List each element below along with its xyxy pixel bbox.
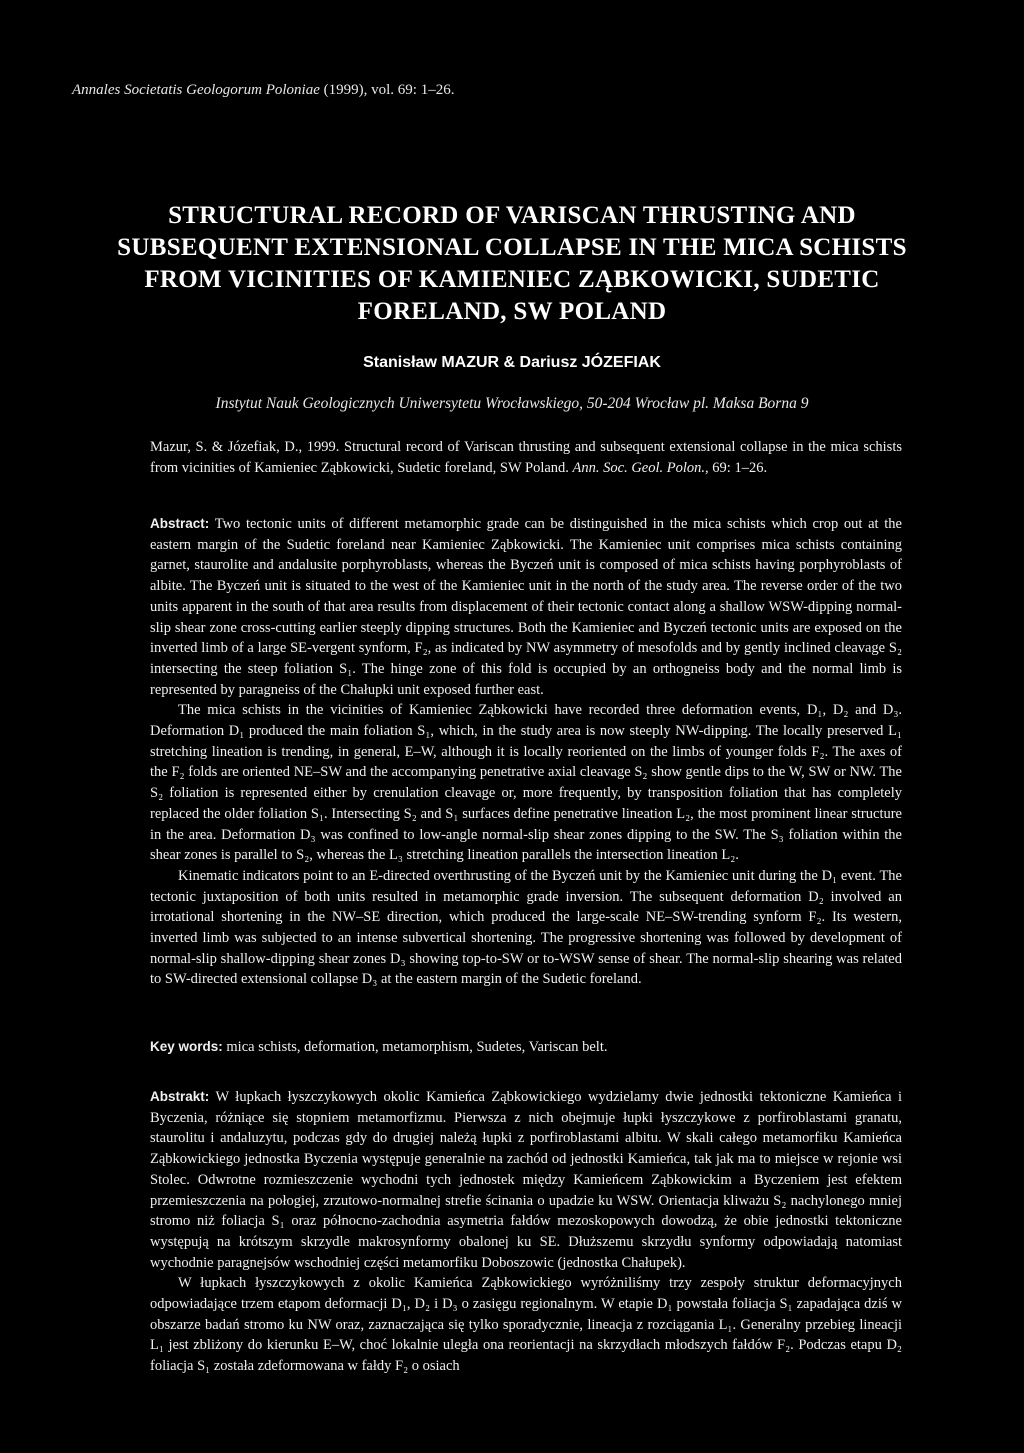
affiliation: Instytut Nauk Geologicznych Uniwersytetu Wrocławskiego, 50-204 Wrocław pl. Maksa Borna 9 — [215, 395, 809, 412]
title-line: STRUCTURAL RECORD OF VARISCAN THRUSTING AND — [168, 202, 856, 229]
authors: Stanisław MAZUR & Dariusz JÓZEFIAK — [363, 354, 661, 371]
abstract — [150, 514, 902, 990]
title-line: FORELAND, SW POLAND — [357, 298, 667, 325]
citation-journal: Ann. Soc. Geol. Polon. — [572, 459, 706, 476]
journal-header — [72, 82, 454, 99]
citation-text: Mazur, S. & Józefiak, D., 1999. Structural record of Variscan thrusting and subsequent extensional collapse in the mica schists from vicinities of Kamieniec Ząbkowicki, Sudetic foreland, SW Poland. — [150, 439, 902, 476]
abstract-text: Two tectonic units of different metamorphic grade can be distinguished in the mica schists which crop out at the eastern margin of the Sudetic foreland near Kamieniec Ząbkowicki. The Kamieniec unit comprises mica schists containing garnet, staurolite and andalusite porphyroblasts, whereas the Byczeń unit is composed of mica schists having porphyroblasts of albite. The Byczeń unit is situated to the west of the Kamieniec unit in the north of the study area. The reverse order of the two units apparent in the south of that area results from displacement of their tectonic contact along a shallow WSW-dipping normal-slip shear zone cross-cutting earlier steeply dipping structures. Both the Kamieniec and Byczeń tectonic units are exposed on the inverted limb of a large SE-vergent synform, F₂, as indicated by NW asymmetry of mesofolds and by gently inclined cleavage S₂ intersecting the steep foliation S₁. The hinge zone of this fold is occupied by an orthogneiss body and the normal limb is represented by paragneiss of the Chałupki unit exposed further east. — [150, 516, 902, 698]
journal-name: Annales Societatis Geologorum Poloniae — [72, 82, 320, 98]
abstract-paragraph: The mica schists in the vicinities of Kamieniec Ząbkowicki have recorded three deformation events, D₁, D₂ and D₃. Deformation D₁ produced the main foliation S₁, which, in the study area is now steeply NW-dipping. The locally preserved L₁ stretching lineation is trending, in general, E–W, although it is locally reoriented on the limbs of younger folds F₂. The axes of the F₂ folds are oriented NE–SW and the accompanying penetrative axial cleavage S₂ show gentle dips to the W, SW or NW. The S₂ foliation is represented either by crenulation cleavage or, more frequently, by transposition foliation that has completely replaced the older foliation S₁. Intersecting S₂ and S₁ surfaces define penetrative lineation L₂, the most prominent linear structure in the area. Deformation D₃ was confined to low-angle normal-slip shear zones dipping to the SW. The S₃ foliation within the shear zones is parallel to S₂, whereas the L₃ stretching lineation parallels the intersection lineation L₂. — [150, 702, 902, 864]
keywords-text: mica schists, deformation, metamorphism, Sudetes, Variscan belt. — [222, 1039, 608, 1055]
paper-title — [100, 200, 924, 328]
journal-volume: (1999), vol. 69: 1–26. — [323, 82, 455, 98]
abstrakt-text: W łupkach łyszczykowych okolic Kamieńca Ząbkowickiego wydzielamy dwie jednostki tektoniczne Kamieńca i Byczenia, różniące się stopniem metamorfizmu. Pierwsza z nich obejmuje łupki łyszczykowe z porfiroblastami granatu, staurolitu i andaluzytu, podczas gdy do drugiej należą łupki z porfiroblastami albitu. W skali całego metamorfiku Kamieńca Ząbkowickiego jednostka Byczenia występuje generalnie na zachód od jednostki Kamieńca, tak jak ma to miejsce w rejonie wsi Stolec. Odwrotne rozmieszczenie wychodni tych jednostek między Kamieńcem Ząbkowickim a Byczeniem jest efektem przemieszczenia na połogiej, zrzutowo-normalnej strefie ścinania o upadzie ku WSW. Orientacja kliważu S₂ nachylonego mniej stromo niż foliacja S₁ oraz północno-zachodnia asymetria fałdów mezoskopowych dowodzą, że obie jednostki tektoniczne występują na krótszym skrzydle makrosynformy obalonej ku SE. Dłuższemu skrzydłu synformy odpowiadają natomiast wychodnie paragnejsów wschodniej części metamorfiku Doboszowic (jednostka Chałupek). — [150, 1089, 902, 1271]
title-line: FROM VICINITIES OF KAMIENIEC ZĄBKOWICKI, SUDETIC — [144, 266, 880, 293]
abstrakt-paragraph: W łupkach łyszczykowych z okolic Kamieńca Ząbkowickiego wyróżniliśmy trzy zespoły struktur deformacyjnych odpowiadające trzem etapom deformacji D₁, D₂ i D₃ o zasięgu regionalnym. W etapie D₁ powstała foliacja S₁ zapadająca dziś w obszarze badań stromo ku NW oraz, zaznaczająca się tylko sporadycznie, lineacja z rozciągania L₁. Generalny przebieg lineacji L₁ jest zbliżony do kierunku E–W, choć lokalnie uległa ona reorientacji na skrzydłach młodszych fałdów F₂. Podczas etapu D₂ foliacja S₁ została zdeformowana w fałdy F₂ o osiach — [150, 1275, 902, 1375]
abstrakt-paragraph — [150, 1087, 902, 1273]
citation-pages: , 69: 1–26. — [705, 459, 768, 476]
keywords-label: Key words: — [150, 1039, 223, 1054]
keywords — [150, 1037, 902, 1058]
abstrakt-label: Abstrakt: — [150, 1089, 210, 1104]
citation — [150, 437, 902, 478]
title-line: SUBSEQUENT EXTENSIONAL COLLAPSE IN THE MICA SCHISTS — [117, 234, 907, 261]
polish-abstract — [150, 1087, 902, 1377]
abstract-label: Abstract: — [150, 516, 210, 531]
abstract-paragraph — [150, 514, 902, 700]
abstract-paragraph: Kinematic indicators point to an E-directed overthrusting of the Byczeń unit by the Kamieniec unit during the D₁ event. The tectonic juxtaposition of both units resulted in metamorphic grade inversion. The subsequent deformation D₂ involved an irrotational shortening in the NW–SE direction, which produced the large-scale NE–SW-trending synform F₂. Its western, inverted limb was subjected to an intense subvertical shortening. The progressive shortening was followed by development of normal-slip shallow-dipping shear zones D₃ showing top-to-SW or to-WSW sense of shear. The normal-slip shearing was related to SW-directed extensional collapse D₃ at the eastern margin of the Sudetic foreland. — [150, 867, 902, 988]
